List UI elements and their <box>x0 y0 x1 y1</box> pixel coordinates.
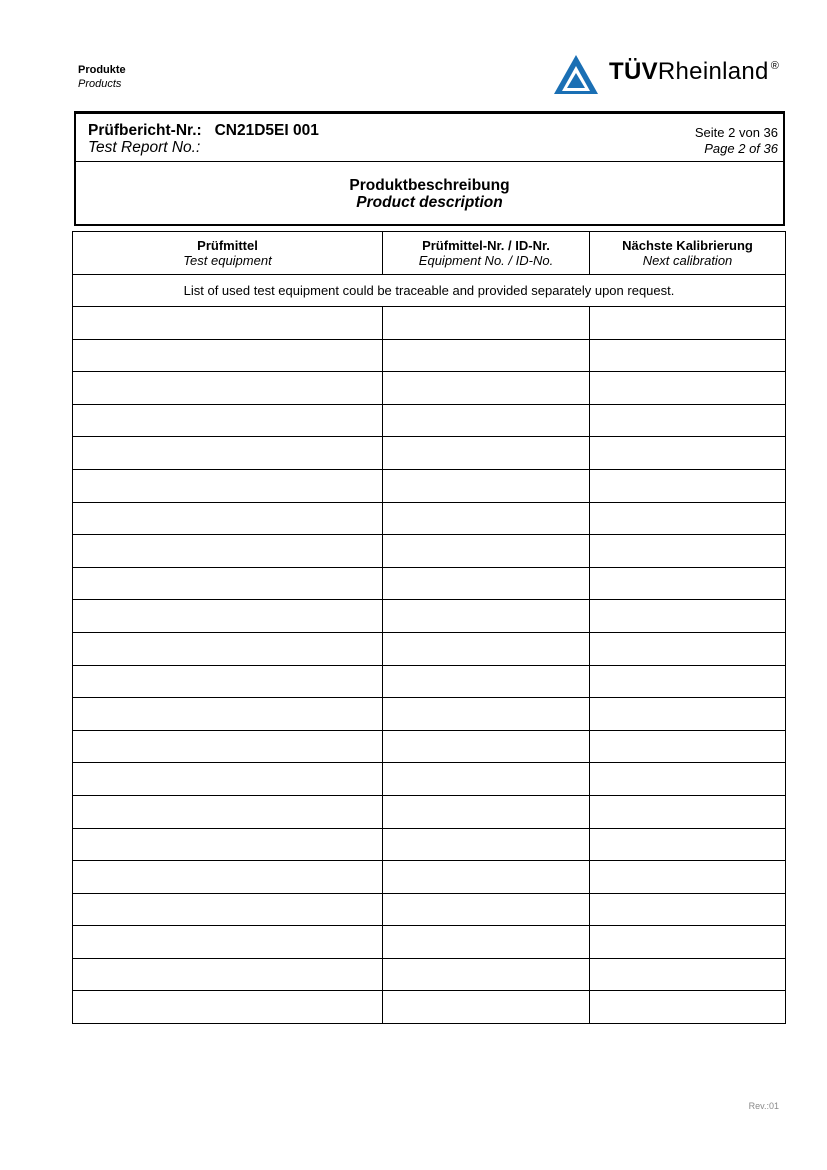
column-header-en: Test equipment <box>183 253 272 268</box>
tuv-triangle-icon <box>552 53 600 97</box>
table-cell <box>73 730 383 763</box>
category-label-en: Products <box>78 78 122 90</box>
column-header-de: Nächste Kalibrierung <box>622 238 753 253</box>
table-note: List of used test equipment could be traceable and provided separately upon request. <box>73 275 786 307</box>
table-cell <box>590 958 786 991</box>
logo-text-bold: TÜV <box>609 58 658 85</box>
table-cell <box>73 698 383 731</box>
table-row <box>73 600 786 633</box>
table-cell <box>383 861 590 894</box>
table-cell <box>590 730 786 763</box>
column-header-en: Next calibration <box>642 253 733 268</box>
table-cell <box>590 828 786 861</box>
table-cell <box>383 698 590 731</box>
table-cell <box>590 535 786 568</box>
table-cell <box>73 404 383 437</box>
table-cell <box>383 469 590 502</box>
table-row <box>73 404 786 437</box>
table-row <box>73 567 786 600</box>
table-row <box>73 307 786 340</box>
table-cell <box>383 991 590 1024</box>
table-cell <box>590 632 786 665</box>
page-indicator-de: Seite 2 von 36 <box>694 125 778 140</box>
table-cell <box>383 339 590 372</box>
table-cell <box>590 502 786 535</box>
table-row <box>73 632 786 665</box>
table-cell <box>383 404 590 437</box>
table-cell <box>590 469 786 502</box>
column-header-next-calibration <box>590 232 786 275</box>
table-cell <box>590 600 786 633</box>
table-cell <box>383 763 590 796</box>
table-cell <box>383 958 590 991</box>
table-cell <box>590 926 786 959</box>
category-label-de: Produkte <box>78 64 126 76</box>
table-cell <box>590 795 786 828</box>
table-row <box>73 469 786 502</box>
table-row <box>73 730 786 763</box>
revision-label: Rev.:01 <box>748 1101 779 1111</box>
table-cell <box>590 861 786 894</box>
table-cell <box>383 828 590 861</box>
column-header-de: Prüfmittel-Nr. / ID-Nr. <box>422 238 550 253</box>
table-cell <box>73 991 383 1024</box>
table-row <box>73 828 786 861</box>
column-header-de: Prüfmittel <box>197 238 258 253</box>
table-row <box>73 861 786 894</box>
logo-text: Rheinland <box>657 58 769 85</box>
report-header-box <box>74 111 785 226</box>
table-cell <box>590 567 786 600</box>
section-title-de: Produktbeschreibung <box>349 177 510 194</box>
table-cell <box>383 307 590 340</box>
table-cell <box>73 958 383 991</box>
table-cell <box>590 698 786 731</box>
table-cell <box>73 926 383 959</box>
table-cell <box>383 795 590 828</box>
table-cell <box>590 404 786 437</box>
table-row <box>73 763 786 796</box>
test-equipment-table <box>72 231 786 1024</box>
table-cell <box>73 339 383 372</box>
section-title-en: Product description <box>356 194 503 211</box>
report-label-de: Prüfbericht-Nr.: <box>88 122 202 139</box>
table-cell <box>73 437 383 470</box>
table-row <box>73 665 786 698</box>
table-cell <box>590 437 786 470</box>
table-cell <box>73 632 383 665</box>
column-header-equipment <box>73 232 383 275</box>
table-cell <box>73 893 383 926</box>
table-cell <box>73 828 383 861</box>
table-row <box>73 372 786 405</box>
table-cell <box>383 437 590 470</box>
table-cell <box>383 730 590 763</box>
registered-mark: ® <box>770 60 780 72</box>
table-cell <box>73 307 383 340</box>
table-cell <box>73 567 383 600</box>
table-cell <box>383 535 590 568</box>
table-cell <box>73 795 383 828</box>
table-cell <box>590 763 786 796</box>
table-cell <box>590 372 786 405</box>
table-cell <box>73 469 383 502</box>
table-cell <box>73 372 383 405</box>
table-note-row <box>73 275 786 307</box>
table-cell <box>383 926 590 959</box>
table-cell <box>590 339 786 372</box>
table-row <box>73 437 786 470</box>
table-cell <box>73 861 383 894</box>
table-cell <box>383 632 590 665</box>
table-header-row <box>73 232 786 275</box>
table-row <box>73 698 786 731</box>
table-row <box>73 991 786 1024</box>
table-row <box>73 535 786 568</box>
table-cell <box>383 372 590 405</box>
header-divider <box>76 161 783 162</box>
table-cell <box>73 763 383 796</box>
table-cell <box>383 567 590 600</box>
table-cell <box>383 665 590 698</box>
table-row <box>73 958 786 991</box>
table-cell <box>383 600 590 633</box>
table-cell <box>383 502 590 535</box>
table-row <box>73 893 786 926</box>
table-cell <box>590 665 786 698</box>
table-cell <box>73 600 383 633</box>
report-label-en: Test Report No.: <box>88 139 201 156</box>
table-row <box>73 502 786 535</box>
table-cell <box>590 893 786 926</box>
table-cell <box>73 665 383 698</box>
column-header-equipment-id <box>383 232 590 275</box>
page-indicator-en: Page 2 of 36 <box>704 141 778 156</box>
logo-wordmark <box>609 58 779 86</box>
table-cell <box>590 991 786 1024</box>
table-body <box>73 275 786 1024</box>
table-cell <box>590 307 786 340</box>
table-cell <box>383 893 590 926</box>
report-number: CN21D5EI 001 <box>214 122 319 139</box>
report-number-line <box>88 122 319 140</box>
table-row <box>73 926 786 959</box>
table-cell <box>73 535 383 568</box>
column-header-en: Equipment No. / ID-No. <box>418 253 554 268</box>
table-row <box>73 795 786 828</box>
table-row <box>73 339 786 372</box>
tuv-rheinland-logo <box>552 53 782 97</box>
table-cell <box>73 502 383 535</box>
